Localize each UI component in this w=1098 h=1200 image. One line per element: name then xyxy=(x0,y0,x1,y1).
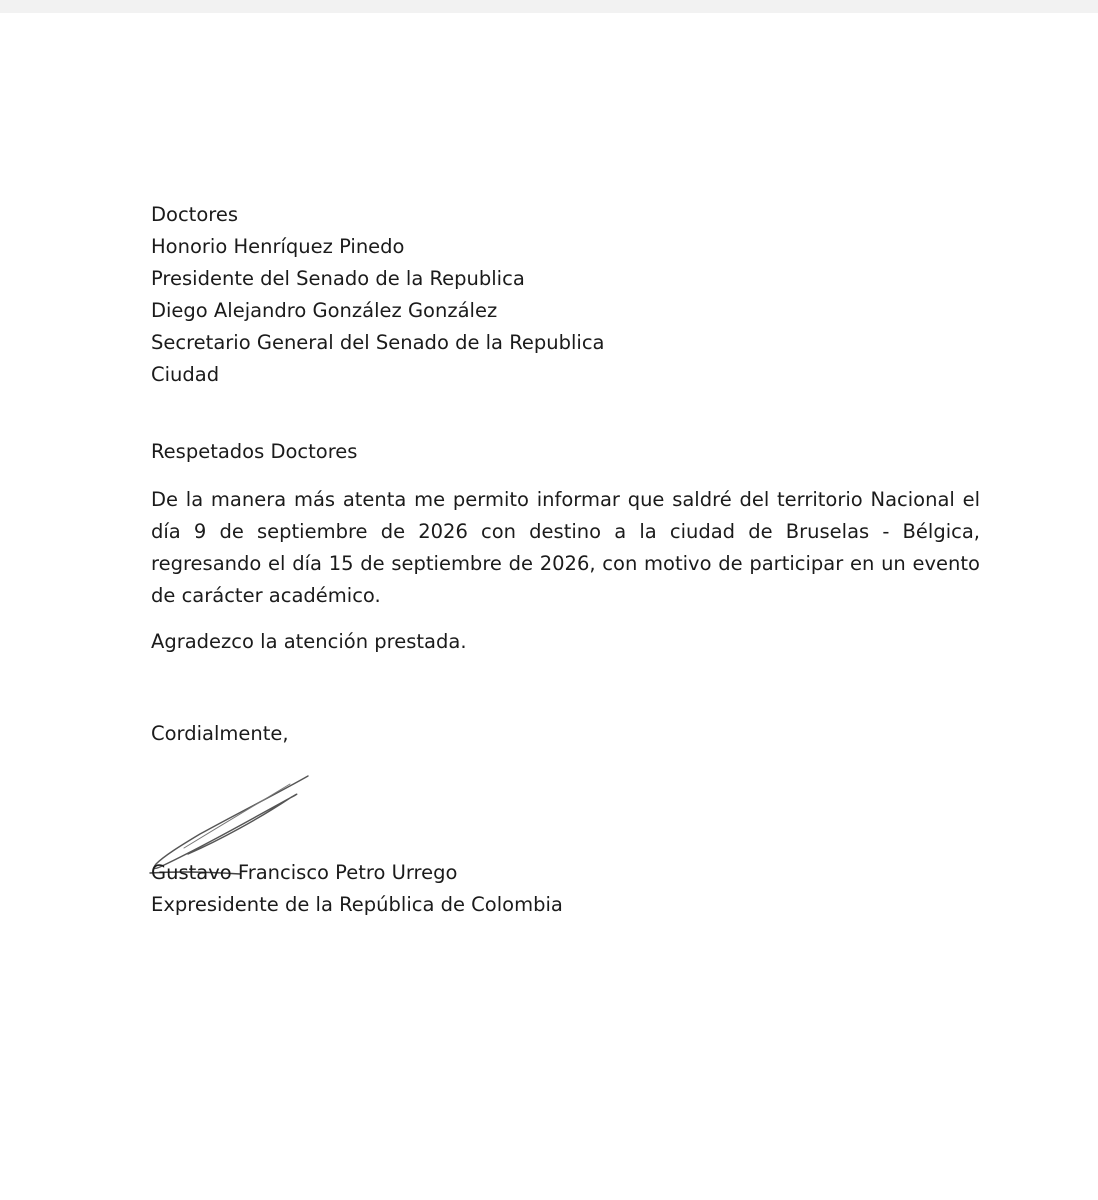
body-paragraph: De la manera más atenta me permito informar que saldré del territorio Nacional el día 9 de septiembre de 2026 con destino a la ciudad de Bruselas - Bélgica, regresando el día 15 de septiembre de 2026, con motivo de participar en un evento de carácter académico. xyxy=(151,488,980,607)
signer-title: Expresidente de la República de Colombia xyxy=(151,893,563,916)
recipient-name-2: Diego Alejandro González González xyxy=(151,299,498,322)
recipient-salutation-title: Doctores xyxy=(151,203,238,226)
signer-name: Gustavo Francisco Petro Urrego xyxy=(151,861,458,884)
recipient-role-1: Presidente del Senado de la Republica xyxy=(151,267,525,290)
greeting: Respetados Doctores xyxy=(151,440,358,463)
recipient-city: Ciudad xyxy=(151,363,220,386)
thanks-line: Agradezco la atención prestada. xyxy=(151,630,467,653)
recipient-role-2: Secretario General del Senado de la Republica xyxy=(151,331,605,354)
recipient-name-1: Honorio Henríquez Pinedo xyxy=(151,235,405,258)
closing: Cordialmente, xyxy=(151,722,289,745)
